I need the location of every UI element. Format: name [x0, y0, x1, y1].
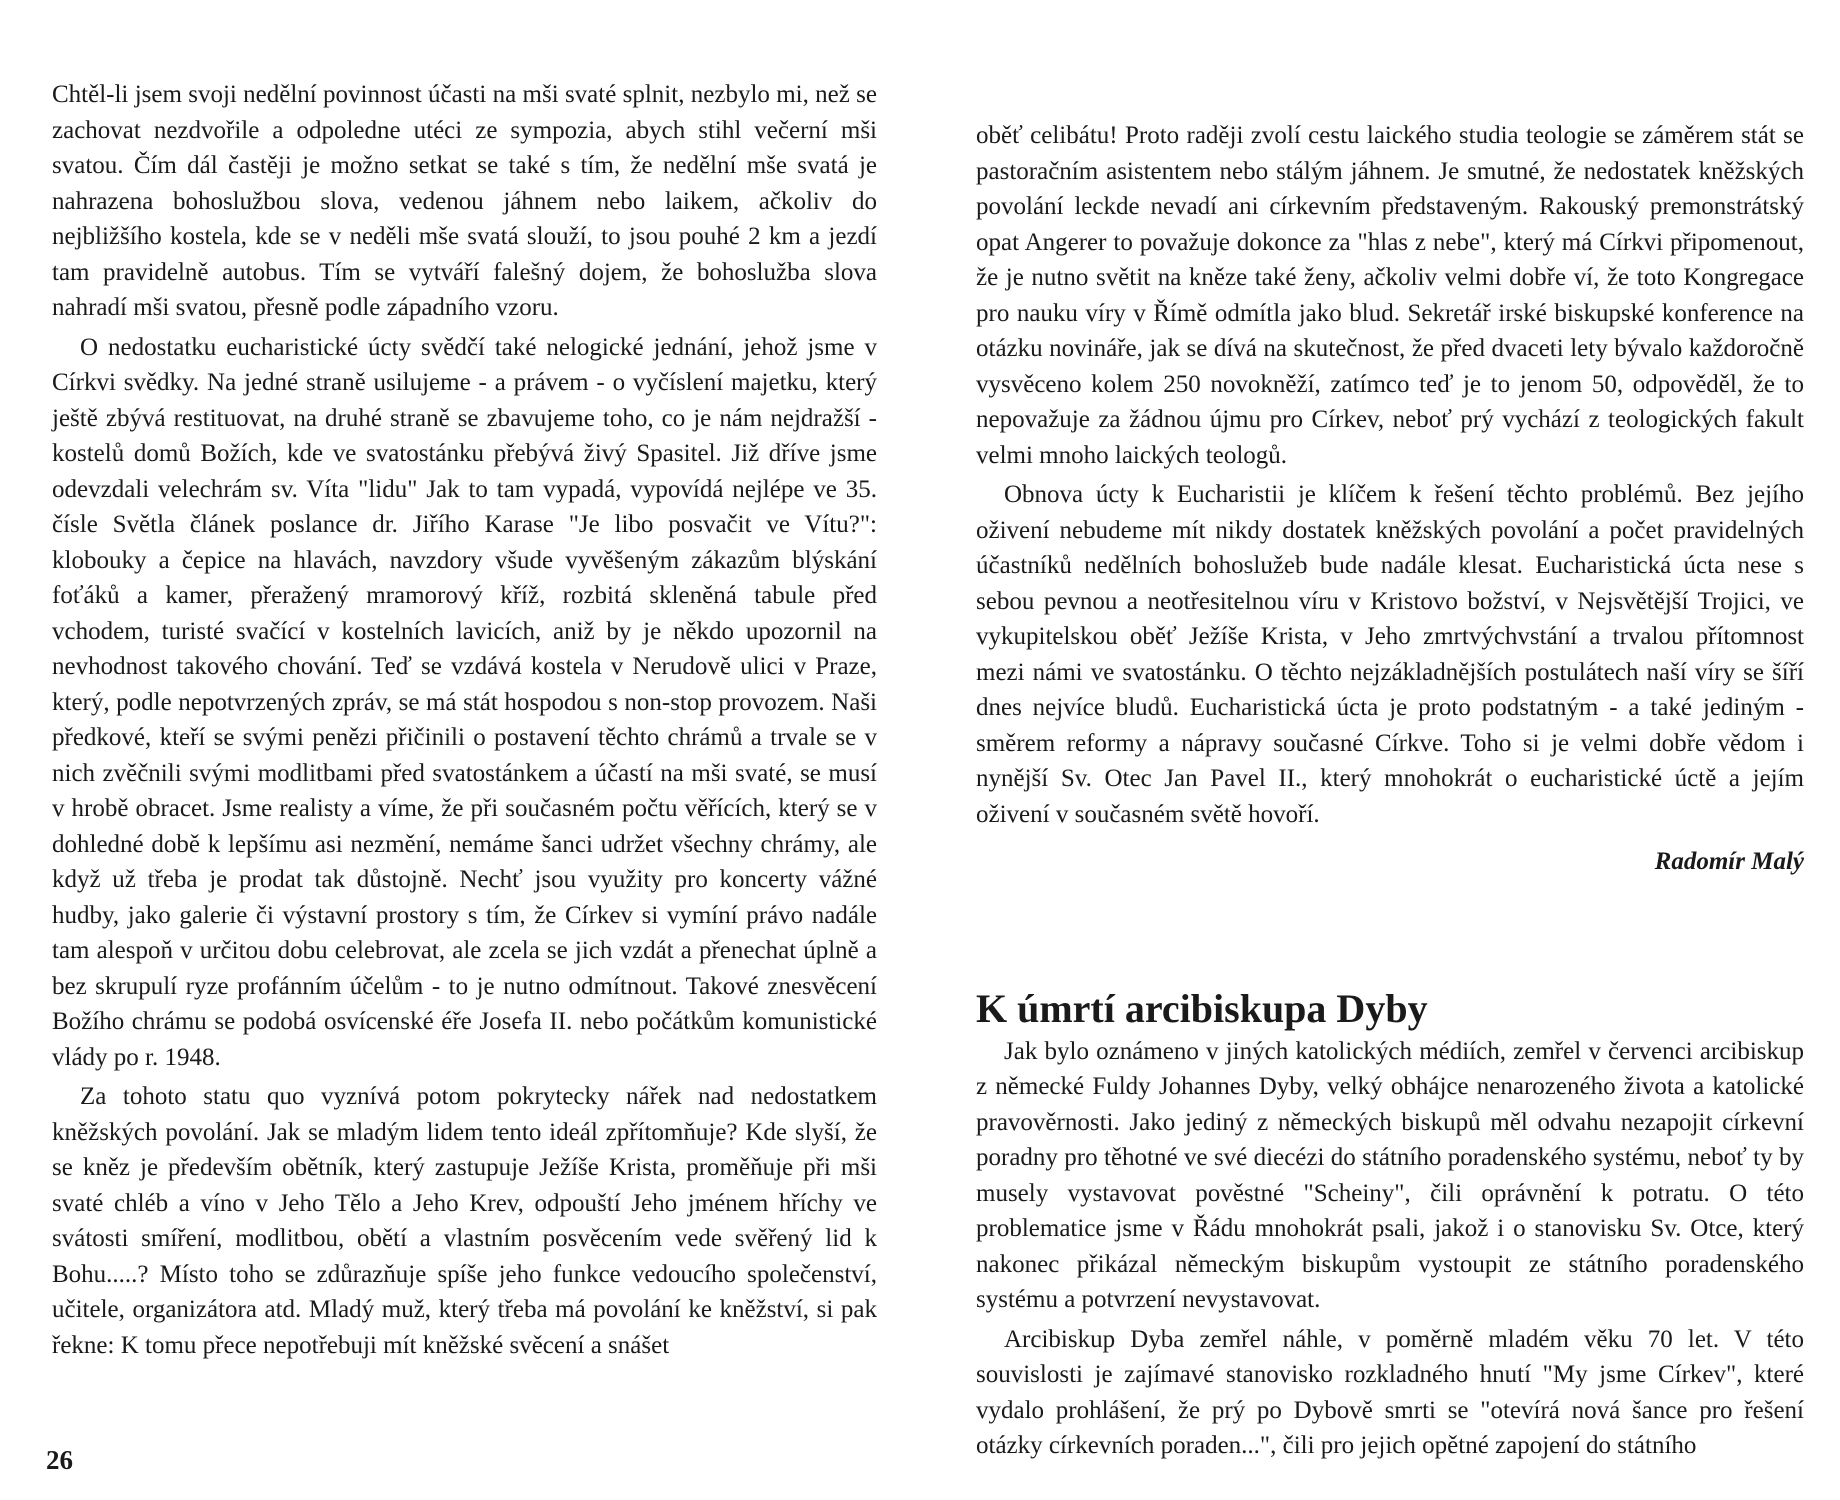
left-paragraph-1: Chtěl-li jsem svoji nedělní povinnost účasti na mši svaté splnit, nezbylo mi, než se zachovat nezdvořile a odpoledne utéci ze sympozia, abych stihl večerní mši svatou. Čím dál častěji je možno setkat se také s tím, že nedělní mše svatá je nahrazena bohoslužbou slova, vedenou jáhnem nebo laikem, ačkoliv do nejbližšího kostela, kde se v neděli mše svatá slouží, to jsou pouhé 2 km a jezdí tam pravidelně autobus. Tím se vytváří falešný dojem, že bohoslužba slova nahradí mši svatou, přesně podle západního vzoru. [52, 81, 877, 321]
left-paragraph-2: O nedostatku eucharistické úcty svědčí také nelogické jednání, jehož jsme v Církvi svědky. Na jedné straně usilujeme - a právem - o vyčíslení majetku, který ještě zbývá restituovat, na druhé straně se zbavujeme toho, co je nám nejdražší - kostelů domů Božích, kde ve svatostánku přebývá živý Spasitel. Již dříve jsme odevzdali velechrám sv. Víta "lidu" Jak to tam vypadá, vypovídá nejlépe ve 35. čísle Světla článek poslance dr. Jiřího Karase "Je libo posvačit ve Vítu?": klobouky a čepice na hlavách, navzdory všude vyvěšeným zákazům blýskání foťáků a kamer, přeražený mramorový kříž, rozbitá skleněná tabule před vchodem, turisté svačící v kostelních lavicích, aniž by je někdo upozornil na nevhodnost takového chování. Teď se vzdává kostela v Nerudově ulici v Praze, který, podle nepotvrzených zpráv, se má stát hospodou s non-stop provozem. Naši předkové, kteří se svými penězi přičinili o postavení těchto chrámů a trvale se v nich zvěčnili svými modlitbami před svatostánkem a účastí na mši svaté, se musí v hrobě obracet. Jsme realisty a víme, že při současném počtu věřících, který se v dohledné době k lepšímu asi nezmění, nemáme šanci udržet všechny chrámy, ale když už třeba je prodat tak důstojně. Nechť jsou využity pro koncerty vážné hudby, jako galerie či výstavní prostory s tím, že Církev si vymíní právo nadále tam alespoň v určitou dobu celebrovat, ale zcela se jich vzdát a přenechat úplně a bez skrupulí ryze profánním účelům - to je nutno odmítnout. Takové znesvěcení Božího chrámu se podobá osvícenské éře Josefa II. nebo počátkům komunistické vlády po r. 1948. [52, 333, 877, 1071]
right-paragraph-1: oběť celibátu! Proto raději zvolí cestu laického studia teologie se záměrem stát se pastoračním asistentem nebo stálým jáhnem. Je smutné, že nedostatek kněžských povolání leckde nevadí ani církevním představeným. Rakouský premonstrátský opat Angerer to považuje dokonce za "hlas z nebe", který má Církvi připomenout, že je nutno světit na kněze také ženy, ačkoliv velmi dobře ví, že toto Kongregace pro nauku víry v Římě odmítla jako blud. Sekretář irské biskupské konference na otázku novináře, jak se dívá na skutečnost, že před dvaceti lety bývalo každoročně vysvěceno kolem 250 novokněží, zatímco teď je to jenom 50, odpověděl, že to nepovažuje za žádnou újmu pro Církev, neboť prý vychází z teologických fakult velmi mnoho laických teologů. [976, 122, 1804, 469]
article-paragraph-2: Arcibiskup Dyba zemřel náhle, v poměrně mladém věku 70 let. V této souvislosti je zajímavé stanovisko rozkladného hnutí "My jsme Církev", které vydalo prohlášení, že prý po Dybově smrti se "otevírá nová šance pro řešení otázky církevních poraden...", čili pro jejich opětné zapojení do státního [976, 1325, 1804, 1459]
article-paragraph-1: Jak bylo oznámeno v jiných katolických médiích, zemřel v červenci arcibiskup z německé Fuldy Johannes Dyby, velký obhájce nenarozeného života a katolické pravověrnosti. Jako jediný z německých biskupů měl odvahu nezapojit církevní poradny pro těhotné ve své diecézi do státního poradenského systému, neboť ty by musely vystavovat pověstné "Scheiny", čili oprávnění k potratu. O této problematice jsme v Řádu mnohokrát psali, jakož i o stanovisku Sv. Otce, který nakonec přikázal německým biskupům vystoupit ze státního poradenského systému a potvrzení nevystavovat. [976, 1037, 1804, 1313]
right-paragraph-2: Obnova úcty k Eucharistii je klíčem k řešení těchto problémů. Bez jejího oživení nebudeme mít nikdy dostatek kněžských povolání a počet pravidelných účastníků nedělních bohoslužeb bude nadále klesat. Eucharistická úcta nese s sebou pevnou a neotřesitelnou víru v Kristovo božství, v Nejsvětější Trojici, ve vykupitelskou oběť Ježíše Krista, v Jeho zmrtvýchvstání a trvalou přítomnost mezi námi ve svatostánku. O těchto nejzákladnějších postulátech naší víry se šíří dnes nejvíce bludů. Eucharistická úcta je proto podstatným - a také jediným - směrem reformy a nápravy současné Církve. Toho si je velmi dobře vědom i nynější Sv. Otec Jan Pavel II., který mnohokrát o eucharistické úctě a jejím oživení v současném světě hovoří. [976, 481, 1804, 828]
left-column [52, 77, 877, 1363]
page-number: 26 [46, 1445, 73, 1475]
article-title: K úmrtí arcibiskupa Dyby [976, 985, 1428, 1031]
author-signature: Radomír Malý [1654, 848, 1804, 875]
right-column [976, 118, 1804, 1464]
left-paragraph-3: Za tohoto statu quo vyznívá potom pokrytecky nářek nad nedostatkem kněžských povolání. Jak se mladým lidem tento ideál zpřítomňuje? Kde slyší, že se kněz je především obětník, který zastupuje Ježíše Krista, proměňuje při mši svaté chléb a víno v Jeho Tělo a Jeho Krev, odpouští Jeho jménem hříchy ve svátosti smíření, modlitbou, obětí a vlastním posvěcením vede svěřený lid k Bohu.....? Místo toho se zdůrazňuje spíše jeho funkce vedoucího společenství, učitele, organizátora atd. Mladý muž, který třeba má povolání ke kněžství, si pak řekne: K tomu přece nepotřebuji mít kněžské svěcení a snášet [52, 1083, 877, 1359]
